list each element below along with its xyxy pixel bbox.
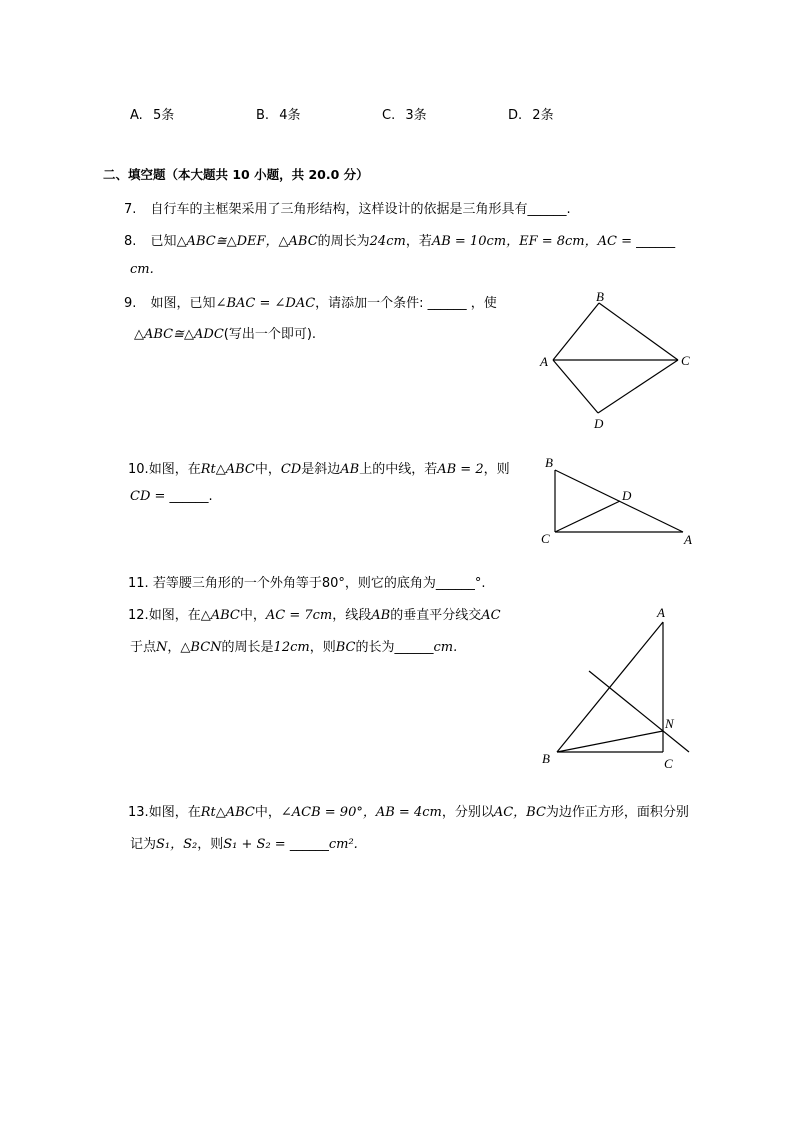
fig12-label-a: A: [657, 605, 665, 620]
option-c: [382, 104, 427, 123]
question-text: (写出一个即可).: [223, 327, 317, 342]
question-text: 如图，在: [148, 805, 201, 820]
question-8: [124, 230, 675, 249]
math-expression: AB = 2: [437, 462, 484, 477]
math-expression: △ABC≅△ADC: [134, 327, 224, 342]
fig9-label-a: A: [540, 354, 548, 369]
option-letter: C.: [382, 108, 396, 123]
question-text: ，则: [197, 837, 224, 852]
math-expression: ∠ACB = 90°，AB = 4cm: [280, 805, 442, 820]
section-title: 二、填空题（本大题共 10 小题，共 20.0 分）: [103, 167, 369, 182]
fig10-label-c: C: [541, 531, 550, 546]
fig10-label-b: B: [545, 455, 553, 470]
option-letter: A.: [130, 108, 143, 123]
option-b: [256, 104, 300, 123]
question-number: 10.: [128, 462, 149, 477]
question-7: [124, 198, 571, 217]
math-expression: S₁，S₂: [156, 837, 198, 852]
fig12-label-c: C: [664, 756, 673, 771]
fig12-label-n: N: [665, 716, 674, 731]
math-expression: N: [156, 640, 168, 655]
question-text: 自行车的主框架采用了三角形结构，这样设计的依据是三角形具有______.: [150, 202, 571, 217]
question-text: 中，: [254, 462, 281, 477]
answer-blank: ______: [636, 234, 676, 249]
fig10-label-d: D: [622, 488, 632, 503]
question-number: 7.: [124, 202, 137, 217]
question-text: 的长为______: [355, 640, 434, 655]
question-12: [128, 604, 501, 623]
question-10: [128, 458, 510, 477]
question-text: 上的中线，若: [359, 462, 438, 477]
question-text: ，分别以: [441, 805, 494, 820]
question-12-continuation: [130, 636, 457, 655]
fig9-label-c: C: [681, 353, 690, 368]
math-expression: ∠BAC = ∠DAC: [215, 296, 316, 311]
math-expression: Rt△ABC: [200, 805, 255, 820]
math-expression: AB: [371, 608, 391, 623]
question-text: ，请添加一个条件: ______ ，使: [315, 296, 497, 311]
question-text: 已知: [150, 234, 177, 249]
math-expression: cm².: [328, 837, 358, 852]
math-expression: AC: [481, 608, 501, 623]
question-8-continuation: cm.: [130, 262, 154, 277]
fig9-label-d: D: [594, 416, 604, 431]
question-number: 13.: [128, 805, 149, 820]
math-expression: AC = 7cm: [265, 608, 333, 623]
question-9: [124, 292, 497, 311]
math-expression: BC: [335, 640, 356, 655]
question-number: 11.: [128, 576, 149, 591]
question-text: 如图，在: [148, 462, 201, 477]
option-d: [508, 104, 554, 123]
question-text: 的周长为: [317, 234, 370, 249]
question-9-continuation: [134, 323, 316, 342]
math-expression: S₁ + S₂ =: [223, 837, 286, 852]
math-expression: Rt△ABC: [200, 462, 255, 477]
math-expression: △ABC≅△DEF，△ABC: [176, 234, 318, 249]
question-number: 12.: [128, 608, 149, 623]
option-text: 4条: [279, 108, 301, 123]
math-expression: △ABC: [200, 608, 240, 623]
fig12-label-b: B: [542, 751, 550, 766]
math-expression: 12cm: [273, 640, 310, 655]
math-expression: △BCN: [180, 640, 222, 655]
math-expression: cm.: [433, 640, 458, 655]
question-11: [128, 572, 486, 591]
question-13: [128, 801, 689, 820]
question-text: 的周长是: [221, 640, 274, 655]
question-text: ，线段: [332, 608, 372, 623]
question-text: ，若: [405, 234, 432, 249]
question-text: ，: [167, 640, 181, 655]
question-text: 为边作正方形，面积分别: [545, 805, 689, 820]
question-text: 若等腰三角形的一个外角等于80°，则它的底角为______°.: [152, 576, 486, 591]
option-text: 2条: [532, 108, 554, 123]
option-text: 3条: [405, 108, 427, 123]
question-text: 的垂直平分线交: [390, 608, 482, 623]
question-text: 中，: [254, 805, 281, 820]
math-expression: AB = 10cm，EF = 8cm，AC =: [431, 234, 632, 249]
question-text: 中，: [239, 608, 266, 623]
fig9-label-b: B: [596, 289, 604, 304]
question-number: 8.: [124, 234, 137, 249]
option-letter: B.: [256, 108, 270, 123]
question-text: 于点: [130, 640, 157, 655]
option-a: [130, 104, 174, 123]
math-expression: 24cm: [369, 234, 406, 249]
math-expression: CD: [280, 462, 302, 477]
question-text: 记为: [130, 837, 157, 852]
fig10-label-a: A: [684, 532, 692, 547]
question-text: 是斜边: [301, 462, 341, 477]
question-13-continuation: [130, 833, 358, 852]
question-10-continuation: [130, 489, 213, 504]
question-text: ，则: [309, 640, 336, 655]
option-letter: D.: [508, 108, 523, 123]
math-expression: AC，BC: [493, 805, 546, 820]
math-expression: AB: [340, 462, 360, 477]
question-number: 9.: [124, 296, 137, 311]
question-text: 如图，在: [148, 608, 201, 623]
question-text: 如图，已知: [150, 296, 216, 311]
question-text: ，则: [483, 462, 510, 477]
option-text: 5条: [152, 108, 175, 123]
answer-blank: ______: [289, 837, 329, 852]
answer-blank: ______.: [169, 489, 213, 504]
math-expression: CD =: [130, 489, 166, 504]
